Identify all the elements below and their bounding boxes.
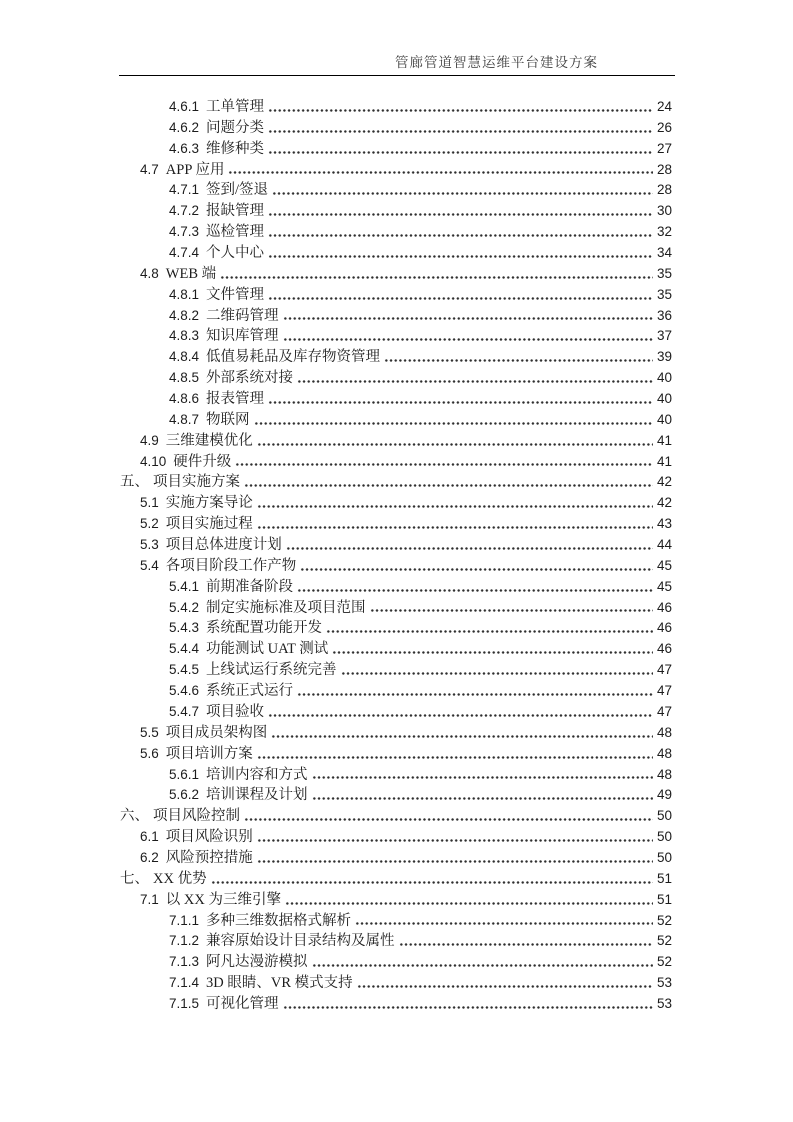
toc-entry-number: 4.8.7 <box>169 411 200 427</box>
toc-page-number: 32 <box>656 224 672 240</box>
dot-leader <box>254 408 653 429</box>
toc-page-number: 30 <box>656 203 672 219</box>
toc-entry[interactable] <box>120 95 672 116</box>
toc-entry-title: 项目培训方案 <box>165 745 253 762</box>
toc-entry-number: 6.2 <box>140 849 159 865</box>
toc-entry[interactable] <box>120 220 672 241</box>
header-rule <box>119 75 675 76</box>
toc-page-number: 49 <box>656 787 672 803</box>
toc-entry-number: 4.6.3 <box>169 140 200 156</box>
toc-page-number: 46 <box>656 620 672 636</box>
toc-entry-title: 维修种类 <box>206 140 265 157</box>
dot-leader <box>257 512 653 533</box>
dot-leader <box>355 909 653 930</box>
dot-leader <box>286 533 653 554</box>
dot-leader <box>244 470 653 491</box>
dot-leader <box>257 491 653 512</box>
toc-entry[interactable] <box>120 971 672 992</box>
toc-entry[interactable] <box>120 387 672 408</box>
toc-page-number: 42 <box>656 474 672 490</box>
toc-entry-title: 系统正式运行 <box>206 683 294 700</box>
toc-entry-title: 3D 眼睛、VR 模式支持 <box>206 975 353 992</box>
toc-entry-number: 4.8 <box>140 265 159 281</box>
toc-entry[interactable] <box>120 304 672 325</box>
toc-page-number: 53 <box>656 995 672 1011</box>
toc-page-number: 40 <box>656 411 672 427</box>
toc-page-number: 47 <box>656 662 672 678</box>
toc-entry[interactable] <box>120 324 672 345</box>
toc-entry-title: 二维码管理 <box>206 307 279 324</box>
toc-entry[interactable] <box>120 575 672 596</box>
dot-leader <box>297 575 653 596</box>
dot-leader <box>341 658 653 679</box>
toc-entry-title: 项目风险识别 <box>165 829 253 846</box>
toc-entry[interactable] <box>120 512 672 533</box>
toc-entry-number: 4.7 <box>140 161 159 177</box>
toc-entry-number: 5.5 <box>140 724 159 740</box>
toc-entry[interactable] <box>120 366 672 387</box>
dot-leader <box>312 950 653 971</box>
toc-entry-title: 项目成员架构图 <box>165 724 268 741</box>
dot-leader <box>268 283 653 304</box>
toc-page-number: 52 <box>656 912 672 928</box>
toc-entry-title: 培训课程及计划 <box>206 787 308 804</box>
toc-entry-number: 7.1.2 <box>169 933 200 949</box>
toc-entry-title: 报缺管理 <box>206 203 265 220</box>
toc-page-number: 24 <box>656 99 672 114</box>
dot-leader <box>370 596 653 617</box>
toc-entry-number: 5.1 <box>140 495 159 511</box>
dot-leader <box>332 637 653 658</box>
toc-entry-title: 前期准备阶段 <box>206 578 294 595</box>
toc-entry[interactable] <box>120 804 672 825</box>
toc-page-number: 41 <box>656 432 672 448</box>
dot-leader <box>228 158 653 179</box>
toc-entry-number: 4.9 <box>140 432 159 448</box>
toc-entry-number: 4.7.4 <box>169 245 200 261</box>
dot-leader <box>268 700 653 721</box>
toc-entry-title: 项目实施过程 <box>165 516 253 533</box>
toc-entry-title: 硬件升级 <box>173 453 232 470</box>
toc-page-number: 48 <box>656 766 672 782</box>
dot-leader <box>272 178 653 199</box>
toc-page-number: 52 <box>656 954 672 970</box>
toc-entry-number: 7.1 <box>140 891 159 907</box>
toc-entry-number: 5.6.1 <box>169 766 200 782</box>
toc-entry-title: WEB 端 <box>165 265 217 282</box>
toc-entry-number: 5.4.5 <box>169 662 200 678</box>
toc-entry[interactable] <box>120 554 672 575</box>
toc-entry-title: XX 优势 <box>153 870 207 887</box>
toc-entry-title: 上线试运行系统完善 <box>206 662 337 679</box>
toc-entry-number: 六、 <box>120 808 149 825</box>
toc-entry-title: 签到/签退 <box>206 182 269 199</box>
toc-entry-number: 4.8.1 <box>169 286 200 302</box>
toc-page-number: 43 <box>656 516 672 532</box>
dot-leader <box>283 324 653 345</box>
dot-leader <box>244 804 653 825</box>
toc-page-number: 41 <box>656 453 672 469</box>
toc-page-number: 46 <box>656 599 672 615</box>
toc-page-number: 45 <box>656 557 672 573</box>
toc-entry-number: 7.1.1 <box>169 912 200 928</box>
dot-leader <box>235 450 653 471</box>
toc-entry-title: 培训内容和方式 <box>206 766 308 783</box>
toc-entry-title: 文件管理 <box>206 286 265 303</box>
dot-leader <box>268 220 653 241</box>
toc-entry[interactable] <box>120 763 672 784</box>
toc-page-number: 50 <box>656 829 672 845</box>
toc-entry-number: 4.8.2 <box>169 307 200 323</box>
toc-entry[interactable] <box>120 450 672 471</box>
toc-page-number: 40 <box>656 370 672 386</box>
toc-page-number: 45 <box>656 578 672 594</box>
toc-entry[interactable] <box>120 178 672 199</box>
toc-entry-title: 制定实施标准及项目范围 <box>206 599 366 616</box>
toc-entry-number: 4.7.3 <box>169 224 200 240</box>
dot-leader <box>257 742 653 763</box>
toc-page-number: 35 <box>656 265 672 281</box>
toc-entry[interactable] <box>120 950 672 971</box>
toc-page-number: 35 <box>656 286 672 302</box>
dot-leader <box>300 554 653 575</box>
toc-entry-title: 报表管理 <box>206 391 265 408</box>
toc-entry[interactable] <box>120 116 672 137</box>
dot-leader <box>268 199 653 220</box>
dot-leader <box>312 783 653 804</box>
dot-leader <box>326 616 653 637</box>
toc-entry[interactable] <box>120 888 672 909</box>
toc-entry[interactable] <box>120 137 672 158</box>
toc-entry-title: 工单管理 <box>206 99 265 115</box>
dot-leader <box>297 679 653 700</box>
toc-entry[interactable] <box>120 241 672 262</box>
toc-entry-title: 项目风险控制 <box>153 808 240 825</box>
toc-entry-number: 5.6 <box>140 745 159 761</box>
toc-entry-title: 各项目阶段工作产物 <box>165 557 297 574</box>
toc-entry[interactable] <box>120 846 672 867</box>
toc-entry[interactable] <box>120 721 672 742</box>
toc-page-number: 48 <box>656 724 672 740</box>
toc-entry[interactable] <box>120 616 672 637</box>
toc-entry[interactable] <box>120 158 672 179</box>
toc-entry[interactable] <box>120 429 672 450</box>
toc-page-number: 28 <box>656 161 672 177</box>
dot-leader <box>220 262 653 283</box>
toc-entry[interactable] <box>120 408 672 429</box>
toc-page-number: 36 <box>656 307 672 323</box>
toc-entry-number: 4.10 <box>140 453 167 469</box>
toc-entry[interactable] <box>120 283 672 304</box>
toc-page-number: 42 <box>656 495 672 511</box>
toc-page-number: 44 <box>656 537 672 553</box>
dot-leader <box>285 888 653 909</box>
toc-entry[interactable] <box>120 262 672 283</box>
dot-leader <box>312 763 653 784</box>
toc-entry-title: 功能测试 UAT 测试 <box>206 641 329 658</box>
toc-entry-title: 项目实施方案 <box>153 474 240 491</box>
toc-page-number: 47 <box>656 683 672 699</box>
toc-page-number: 51 <box>656 870 672 886</box>
toc-page-number: 34 <box>656 245 672 261</box>
toc-entry-title: 兼容原始设计目录结构及属性 <box>206 933 395 950</box>
dot-leader <box>297 366 653 387</box>
dot-leader <box>268 241 653 262</box>
toc-entry-number: 5.4.2 <box>169 599 200 615</box>
toc-page-number: 53 <box>656 975 672 991</box>
toc-page-number: 51 <box>656 891 672 907</box>
toc-page-number: 52 <box>656 933 672 949</box>
toc-entry-title: 项目验收 <box>206 703 265 720</box>
toc-entry[interactable] <box>120 345 672 366</box>
toc-entry-title: 实施方案导论 <box>165 495 253 512</box>
toc-entry[interactable] <box>120 700 672 721</box>
toc-page-number: 37 <box>656 328 672 344</box>
dot-leader <box>211 867 653 888</box>
toc-entry-number: 5.4 <box>140 557 159 573</box>
toc-entry-number: 5.4.4 <box>169 641 200 657</box>
toc-entry-number: 七、 <box>120 870 149 887</box>
toc-entry[interactable] <box>120 596 672 617</box>
toc-entry-number: 7.1.4 <box>169 975 200 991</box>
toc-entry-number: 5.6.2 <box>169 787 200 803</box>
toc-entry-title: 问题分类 <box>206 119 265 136</box>
toc-entry-title: 以 XX 为三维引擎 <box>165 891 281 908</box>
toc-page-number: 47 <box>656 703 672 719</box>
toc-entry[interactable] <box>120 929 672 950</box>
toc-entry-number: 4.6.1 <box>169 99 200 114</box>
toc-page-number: 27 <box>656 140 672 156</box>
toc-entry[interactable] <box>120 992 672 1013</box>
toc-page-number: 28 <box>656 182 672 198</box>
dot-leader <box>283 992 653 1013</box>
toc-entry-title: 项目总体进度计划 <box>165 537 282 554</box>
dot-leader <box>271 721 653 742</box>
toc-entry[interactable] <box>120 533 672 554</box>
toc-entry-number: 4.8.3 <box>169 328 200 344</box>
toc-entry-title: 阿凡达漫游模拟 <box>206 954 308 971</box>
toc-entry[interactable] <box>120 637 672 658</box>
toc-entry[interactable] <box>120 825 672 846</box>
toc-entry-title: 多种三维数据格式解析 <box>206 912 352 929</box>
toc-entry-number: 4.8.6 <box>169 391 200 407</box>
toc-entry-number: 4.8.4 <box>169 349 200 365</box>
toc-entry-title: APP 应用 <box>165 161 225 178</box>
toc-entry-number: 6.1 <box>140 829 159 845</box>
dot-leader <box>268 95 653 116</box>
toc-entry-number: 5.4.1 <box>169 578 200 594</box>
table-of-contents <box>120 95 672 1013</box>
dot-leader <box>384 345 653 366</box>
toc-entry-title: 风险预控措施 <box>165 849 253 866</box>
toc-page-number: 50 <box>656 808 672 824</box>
toc-page-number: 48 <box>656 745 672 761</box>
toc-entry-title: 可视化管理 <box>206 995 279 1012</box>
toc-entry-number: 4.8.5 <box>169 370 200 386</box>
toc-entry[interactable] <box>120 867 672 888</box>
dot-leader <box>357 971 653 992</box>
dot-leader <box>257 429 653 450</box>
dot-leader <box>268 137 653 158</box>
toc-entry-title: 个人中心 <box>206 245 265 262</box>
toc-entry-number: 4.7.1 <box>169 182 200 198</box>
dot-leader <box>257 825 653 846</box>
page-header <box>119 51 675 76</box>
toc-entry-number: 4.7.2 <box>169 203 200 219</box>
toc-entry-title: 知识库管理 <box>206 328 279 345</box>
toc-page-number: 26 <box>656 119 672 135</box>
toc-entry[interactable] <box>120 470 672 491</box>
toc-entry-title: 外部系统对接 <box>206 370 294 387</box>
toc-entry-number: 7.1.3 <box>169 954 200 970</box>
dot-leader <box>399 929 653 950</box>
header-title: 管廊管道智慧运维平台建设方案 <box>395 55 598 70</box>
toc-entry-number: 7.1.5 <box>169 995 200 1011</box>
dot-leader <box>268 116 653 137</box>
dot-leader <box>257 846 653 867</box>
toc-entry-title: 物联网 <box>206 411 250 428</box>
toc-entry-number: 5.4.7 <box>169 703 200 719</box>
toc-entry-number: 五、 <box>120 474 149 491</box>
toc-entry[interactable] <box>120 742 672 763</box>
toc-entry[interactable] <box>120 783 672 804</box>
toc-entry-title: 巡检管理 <box>206 224 265 241</box>
toc-entry-number: 5.3 <box>140 537 159 553</box>
toc-entry[interactable] <box>120 658 672 679</box>
toc-entry[interactable] <box>120 199 672 220</box>
toc-entry[interactable] <box>120 679 672 700</box>
dot-leader <box>283 304 653 325</box>
toc-entry-title: 低值易耗品及库存物资管理 <box>206 349 381 366</box>
toc-entry-title: 三维建模优化 <box>165 432 253 449</box>
toc-entry[interactable] <box>120 491 672 512</box>
toc-page-number: 46 <box>656 641 672 657</box>
toc-entry-number: 5.4.6 <box>169 683 200 699</box>
toc-entry-number: 5.2 <box>140 516 159 532</box>
toc-entry-number: 5.4.3 <box>169 620 200 636</box>
toc-page-number: 39 <box>656 349 672 365</box>
dot-leader <box>268 387 653 408</box>
toc-page-number: 40 <box>656 391 672 407</box>
toc-entry-number: 4.6.2 <box>169 119 200 135</box>
toc-entry-title: 系统配置功能开发 <box>206 620 323 637</box>
toc-entry[interactable] <box>120 909 672 930</box>
toc-page-number: 50 <box>656 849 672 865</box>
